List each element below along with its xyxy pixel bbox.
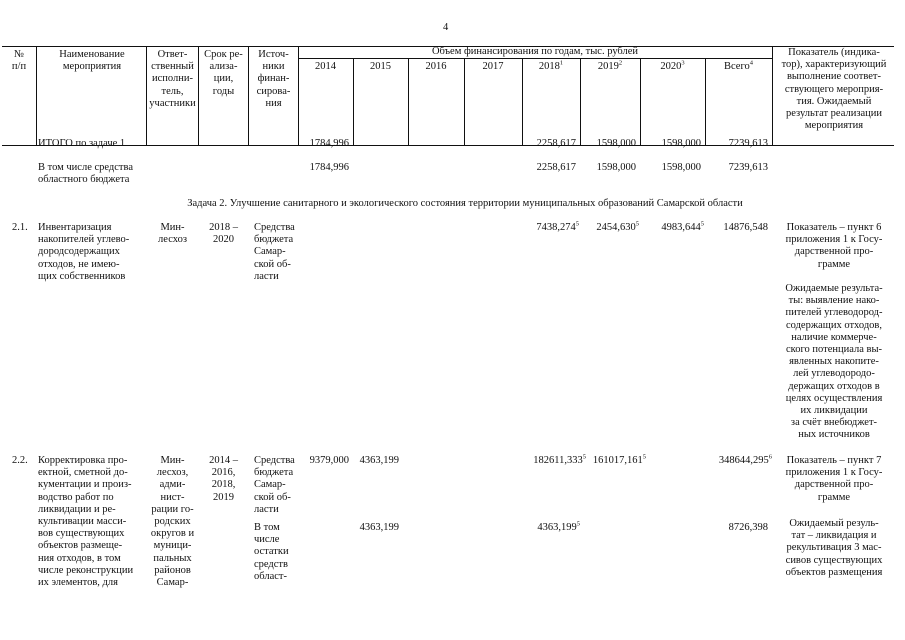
total-regional-label: В том числе средства областного бюджета [38, 162, 133, 186]
row-2-2-name: Корректировка про- ектной, сметной до- кументации и произ- водство работ по ликвидации и ре- культивации масси- вов существующих объектов размеще- ния отходов, в том числе реконструкции их элементов, для [38, 455, 134, 589]
year-2020: 2020$^3$ [660, 59, 685, 72]
page-number: 4 [443, 22, 449, 33]
year-2015: 2015 [370, 61, 391, 72]
row-2-2-2018: 182611,333$^5$ [533, 453, 586, 466]
row-2-1-indicator: Показатель – пункт 6 приложения 1 к Госу- дарственной про- грамме [785, 222, 883, 270]
row-2-2-num: 2.2. [12, 455, 28, 466]
year-total: Всего$^4$ [724, 59, 753, 72]
row-2-2-source-remainder: В том числе остатки средств област- [254, 522, 289, 582]
header-num: № п/п [11, 49, 27, 73]
year-2014: 2014 [315, 61, 336, 72]
year-2016: 2016 [425, 61, 447, 72]
row-2-2-expected: Ожидаемый резуль- тат – ликвидация и рекультивация 3 мас- сивов существующих объектов размещения [785, 518, 883, 578]
total-regional-2018: 2258,617 [536, 162, 576, 173]
row-2-1-num: 2.1. [12, 222, 28, 233]
header-source: Источ- ники финан- сирова- ния [256, 49, 291, 109]
total-regional-2019: 1598,000 [596, 162, 636, 173]
row-2-2-term: 2014 – 2016, 2018, 2019 [209, 455, 238, 503]
row-2-2-responsible: Мин- лесхоз, адми- нист- рации го- родских округов и муници- пальных районов Самар- [150, 455, 195, 589]
row-2-1-term: 2018 – 2020 [209, 222, 238, 246]
row-2-2-remainder-total: 8726,398 [728, 522, 768, 533]
row-2-1-expected: Ожидаемые результа- ты: выявление нако- пителей углеводород- содержащих отходов, наличие коммерче- ского потенциала вы- явленных накопите- лей углеводородо- держащих отходов в целях осуществления их ликвидации за счёт внебюджет- ных источников [785, 283, 883, 441]
header-name: Наименование мероприятия [59, 49, 125, 73]
row-2-2-remainder-2018: 4363,199$^5$ [537, 520, 580, 533]
total-task1-2020: 1598,000 [661, 138, 701, 149]
row-2-2-2019: 161017,161$^5$ [592, 453, 646, 466]
total-task1-2014: 1784,996 [309, 138, 349, 149]
header-responsible: Ответ- ственный исполни- тель, участники [149, 49, 196, 109]
task2-title: Задача 2. Улучшение санитарного и экологического состояния территории муниципальных образований Самарской области [187, 198, 743, 209]
year-2017: 2017 [482, 61, 504, 72]
total-task1-label: ИТОГО по задаче 1 [38, 138, 126, 149]
row-2-2-2015: 4363,199 [359, 455, 399, 466]
row-2-2-total: 348644,295$^6$ [718, 453, 772, 466]
total-regional-2014: 1784,996 [309, 162, 349, 173]
total-regional-2020: 1598,000 [661, 162, 701, 173]
total-task1-2019: 1598,000 [596, 138, 636, 149]
row-2-2-indicator: Показатель – пункт 7 приложения 1 к Госу- дарственной про- грамме [785, 455, 883, 503]
row-2-1-name: Инвентаризация накопителей углево- дородсодержащих отходов, не имею- щих собственников [38, 222, 130, 282]
row-2-2-remainder-2015: 4363,199 [359, 522, 399, 533]
header-term: Срок ре- ализа- ции, годы [204, 49, 243, 97]
row-2-1-2019: 2454,630$^5$ [596, 220, 639, 233]
header-indicator: Показатель (индика- тор), характеризующий выполнение соответ- ствующего мероприя- тия. Ожидаемый результат реализации мероприятия [781, 47, 887, 132]
row-2-2-2014: 9379,000 [309, 455, 349, 466]
total-task1-2018: 2258,617 [536, 138, 576, 149]
total-regional-all: 7239,613 [728, 162, 768, 173]
row-2-1-source: Средства бюджета Самар- ской об- ласти [254, 222, 295, 282]
year-2018: 2018$^1$ [538, 59, 564, 72]
header-funding-title: Объем финансирования по годам, тыс. рублей [431, 46, 639, 57]
col-divider [36, 46, 37, 146]
row-2-1-total: 14876,548 [723, 222, 768, 233]
row-2-2-source-budget: Средства бюджета Самар- ской об- ласти [254, 455, 295, 515]
row-2-1-2020: 4983,644$^5$ [661, 220, 704, 233]
row-2-1-responsible: Мин- лесхоз [158, 222, 187, 246]
total-task1-all: 7239,613 [728, 138, 768, 149]
row-2-1-2018: 7438,274$^5$ [536, 220, 579, 233]
year-2019: 2019$^2$ [597, 59, 623, 72]
